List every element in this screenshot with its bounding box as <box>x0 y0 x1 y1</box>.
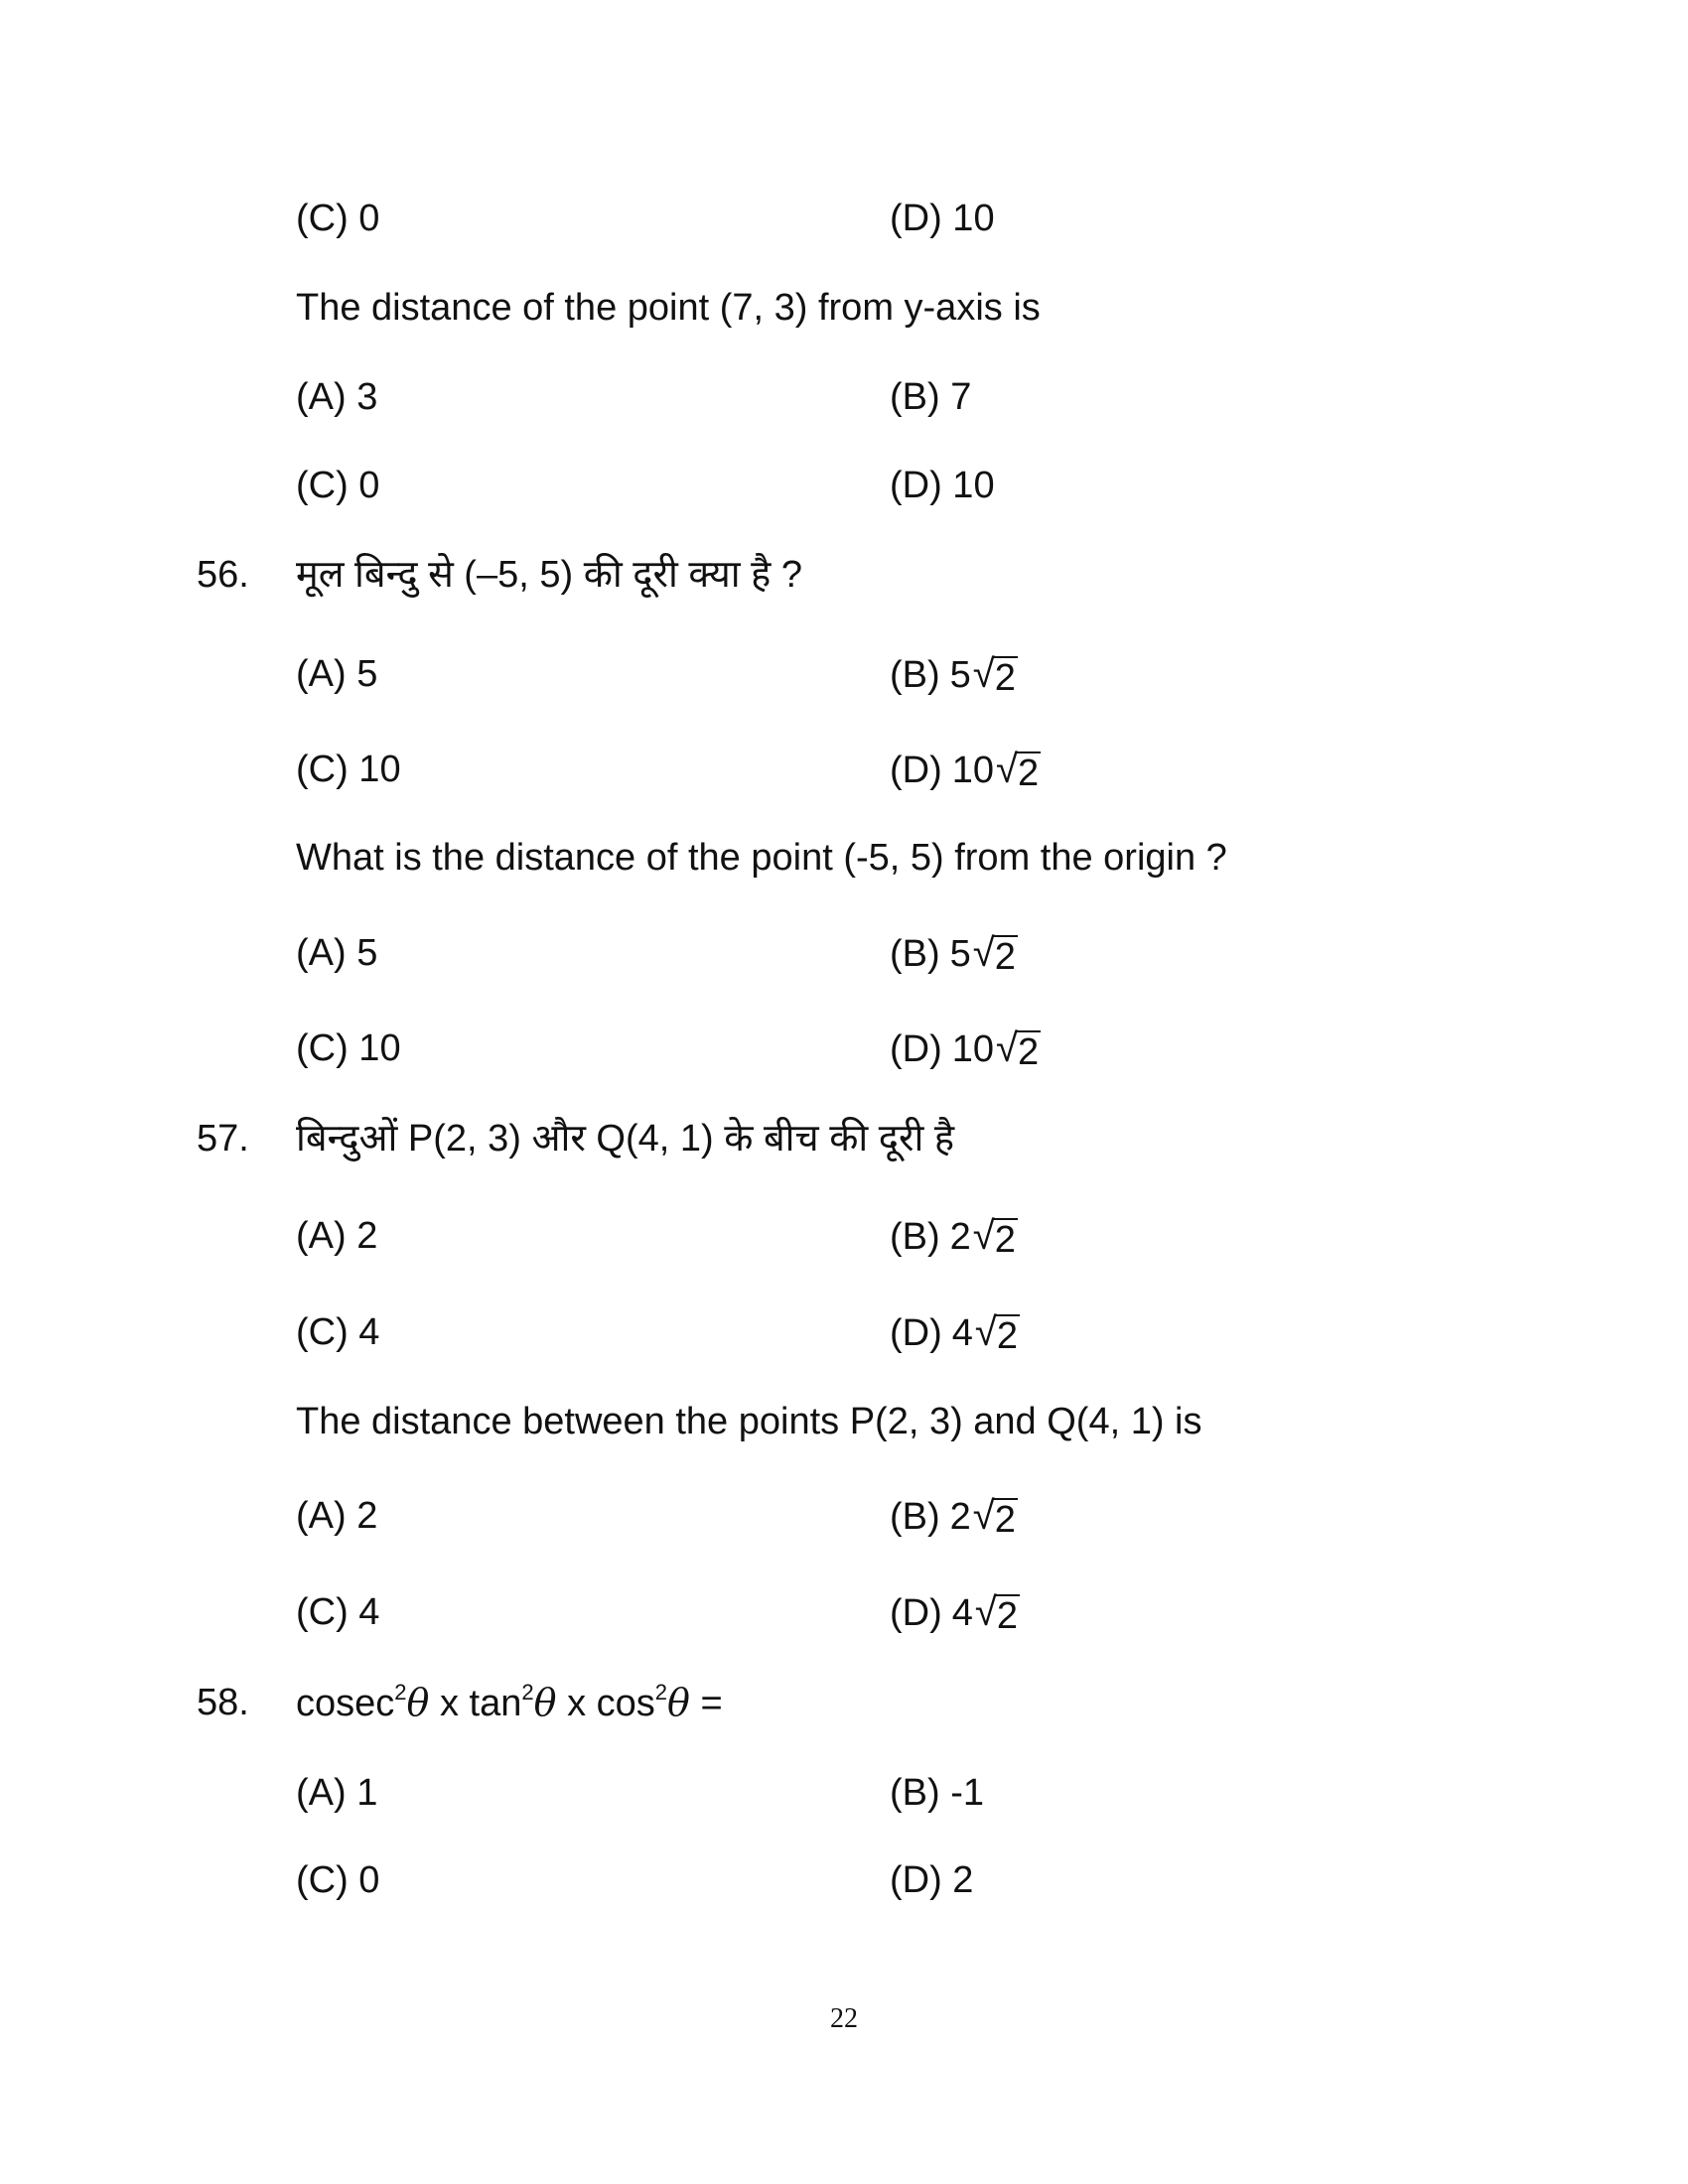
option-b <box>890 650 1018 699</box>
option-c: (C) 4 <box>296 1311 380 1353</box>
square-root <box>996 1024 1041 1072</box>
option-d <box>890 1024 1041 1073</box>
radical-sign: √ <box>972 652 995 696</box>
radical-sign: √ <box>972 931 995 975</box>
question-stem <box>296 1679 723 1727</box>
radical-sign: √ <box>996 1026 1018 1070</box>
equals-sign: = <box>689 1683 723 1724</box>
option-c: (C) 4 <box>296 1591 380 1633</box>
square-root <box>973 1212 1018 1260</box>
option-letter: (B) <box>890 1496 940 1538</box>
radicand: 2 <box>996 1595 1018 1637</box>
question-stem-english: What is the distance of the point (-5, 5) from the origin ? <box>296 837 1227 879</box>
coefficient: 5 <box>949 654 971 696</box>
exponent: 2 <box>521 1680 534 1705</box>
question-stem-hindi: मूल बिन्दु से (–5, 5) की दूरी क्या है ? <box>296 554 803 596</box>
option-d: (D) 2 <box>890 1859 974 1901</box>
coefficient: 10 <box>951 750 995 791</box>
exponent: 2 <box>394 1680 407 1705</box>
option-d <box>890 1588 1020 1637</box>
theta-symbol: θ <box>667 1681 690 1724</box>
option-c: (C) 0 <box>296 1859 380 1901</box>
square-root <box>973 929 1018 977</box>
option-letter: (D) <box>890 1028 942 1070</box>
radical-sign: √ <box>974 1590 997 1634</box>
radical-sign: √ <box>996 748 1018 791</box>
theta-symbol: θ <box>533 1681 557 1724</box>
option-c: (C) 10 <box>296 1027 401 1069</box>
option-d: (D) 10 <box>890 198 995 239</box>
option-b: (B) 7 <box>890 376 972 418</box>
square-root <box>973 650 1018 698</box>
option-letter: (D) <box>890 1312 942 1354</box>
square-root <box>975 1308 1020 1356</box>
term-tan: x tan <box>429 1683 522 1724</box>
radical-sign: √ <box>972 1494 995 1538</box>
option-letter: (D) <box>890 750 942 791</box>
coefficient: 10 <box>951 1028 995 1070</box>
exponent: 2 <box>654 1680 668 1705</box>
radical-sign: √ <box>974 1310 997 1354</box>
radicand: 2 <box>994 1219 1016 1261</box>
option-letter: (D) <box>890 1592 942 1634</box>
question-number: 57. <box>197 1118 249 1160</box>
question-stem-english: The distance between the points P(2, 3) and Q(4, 1) is <box>296 1401 1202 1442</box>
option-a: (A) 2 <box>296 1215 378 1257</box>
option-a: (A) 2 <box>296 1495 378 1537</box>
radical-sign: √ <box>972 1214 995 1258</box>
option-d <box>890 1308 1020 1357</box>
radicand: 2 <box>994 936 1016 978</box>
option-d <box>890 746 1041 794</box>
square-root <box>973 1492 1018 1540</box>
question-number: 58. <box>197 1682 249 1723</box>
radicand: 2 <box>994 657 1016 699</box>
radicand: 2 <box>994 1499 1016 1541</box>
option-b: (B) -1 <box>890 1772 984 1814</box>
coefficient: 5 <box>949 933 971 975</box>
coefficient: 2 <box>949 1216 971 1258</box>
option-letter: (B) <box>890 654 940 696</box>
question-number: 56. <box>197 554 249 596</box>
option-b <box>890 1492 1018 1541</box>
option-c: (C) 10 <box>296 749 401 790</box>
radicand: 2 <box>996 1315 1018 1357</box>
option-a: (A) 1 <box>296 1772 378 1814</box>
coefficient: 4 <box>951 1312 973 1354</box>
theta-symbol: θ <box>406 1681 430 1724</box>
option-c: (C) 0 <box>296 465 380 506</box>
coefficient: 4 <box>951 1592 973 1634</box>
option-letter: (B) <box>890 1216 940 1258</box>
page-number: 22 <box>830 2003 858 2034</box>
coefficient: 2 <box>949 1496 971 1538</box>
term-cosec: cosec <box>296 1683 395 1724</box>
square-root <box>996 746 1041 793</box>
option-b <box>890 1212 1018 1261</box>
option-a: (A) 3 <box>296 376 378 418</box>
option-a: (A) 5 <box>296 653 378 695</box>
question-stem-english: The distance of the point (7, 3) from y-axis is <box>296 287 1041 329</box>
option-a: (A) 5 <box>296 932 378 974</box>
question-stem-hindi: बिन्दुओं P(2, 3) और Q(4, 1) के बीच की दूरी है <box>296 1118 955 1160</box>
radicand: 2 <box>1018 752 1040 794</box>
radicand: 2 <box>1018 1031 1040 1073</box>
term-cos: x cos <box>556 1683 655 1724</box>
option-d: (D) 10 <box>890 465 995 506</box>
option-letter: (B) <box>890 933 940 975</box>
square-root <box>975 1588 1020 1636</box>
option-b <box>890 929 1018 978</box>
option-c: (C) 0 <box>296 198 380 239</box>
